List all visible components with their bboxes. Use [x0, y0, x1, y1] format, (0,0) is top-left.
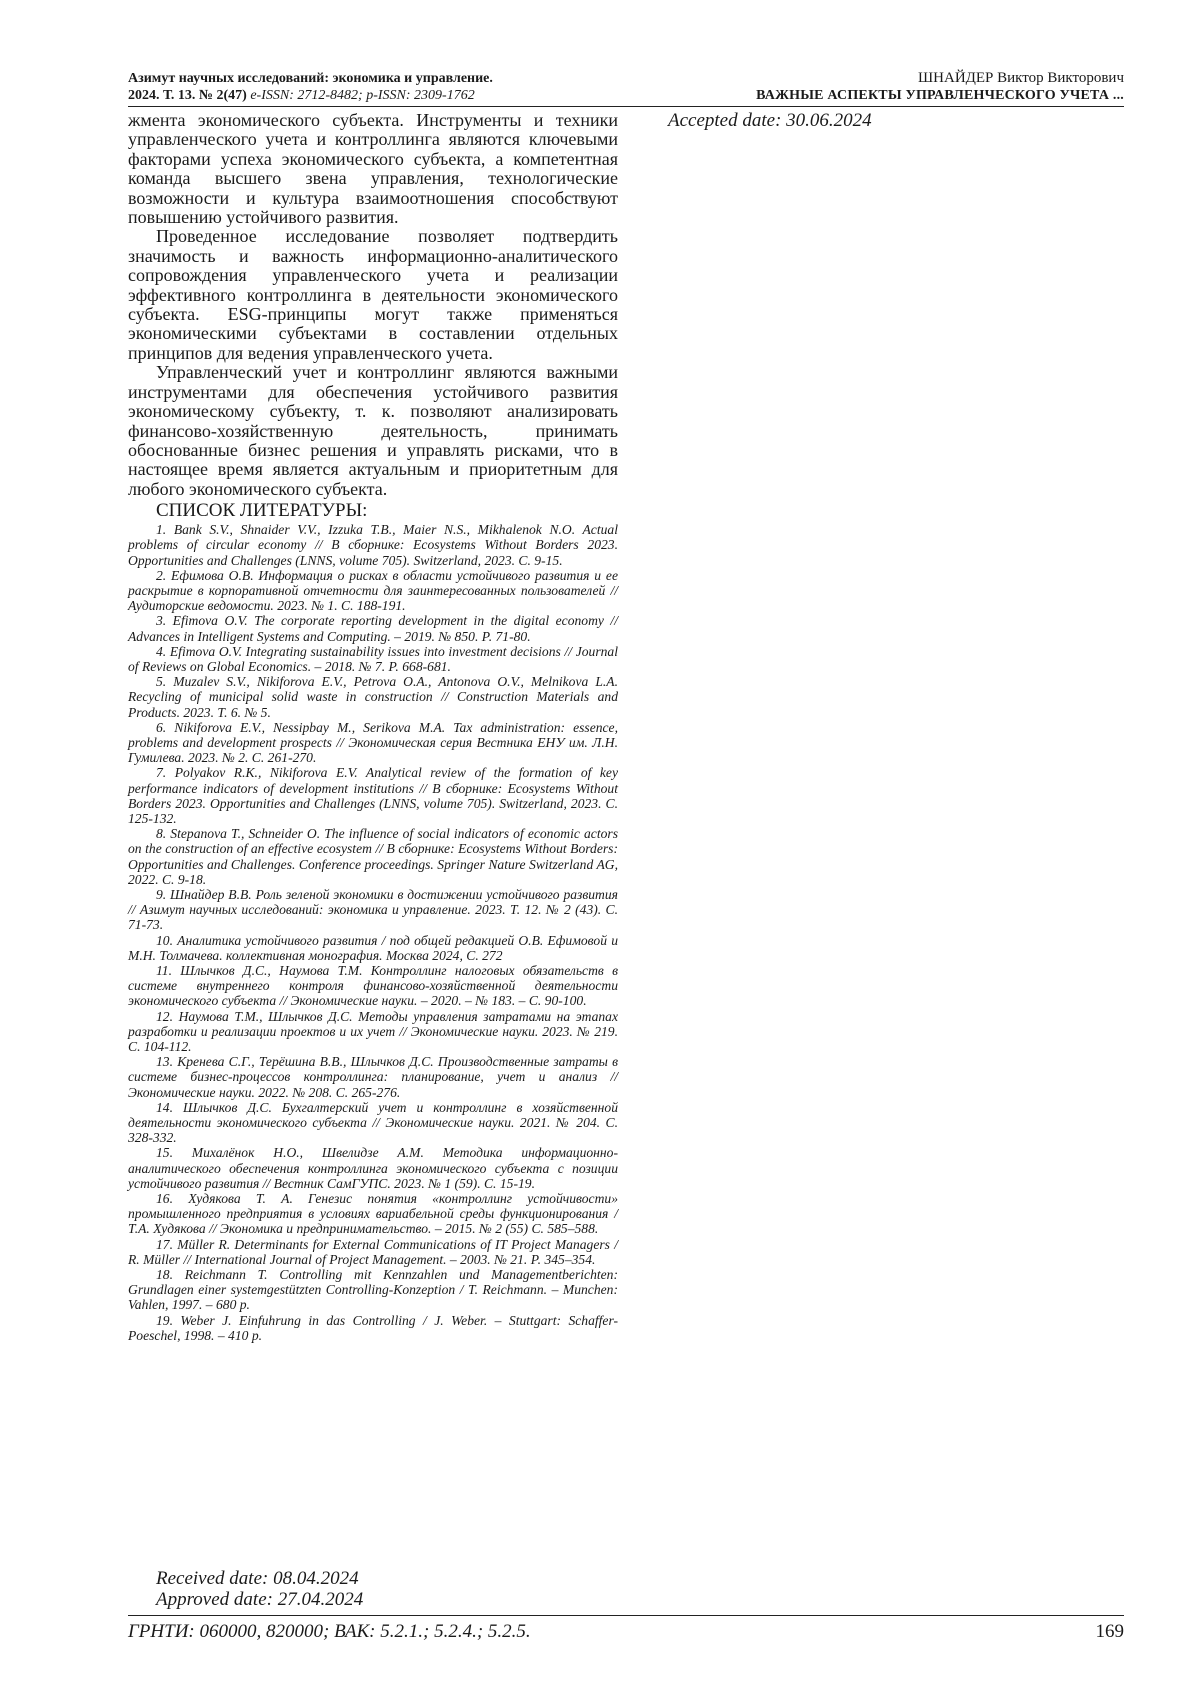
reference-item: 6. Nikiforova E.V., Nessipbay M., Serikova M.A. Tax administration: essence, problems and development prospects // Экономическая серия Вестника ЕНУ им. Л.Н. Гумилева. 2023. № 2. С. 261-270. [128, 719, 618, 766]
left-column [128, 111, 618, 1343]
article-title: ВАЖНЫЕ АСПЕКТЫ УПРАВЛЕНЧЕСКОГО УЧЕТА ... [756, 88, 1124, 103]
reference-item: 2. Ефимова О.В. Информация о рисках в области устойчивого развития и ее раскрытие в корпоративной отчетности для заинтересованных пользователей // Аудиторские ведомости. 2023. № 1. С. 188-191. [128, 567, 618, 614]
reference-item: 11. Шлычков Д.С., Наумова Т.М. Контроллинг налоговых обязательств в системе внутреннего контроля финансово-хозяйственной деятельности экономического субъекта // Экономические науки. – 2020. – № 183. – С. 90-100. [128, 963, 618, 1009]
reference-item: 15. Михалёнок Н.О., Швелидзе А.М. Методика информационно-аналитического обеспечения контроллинга экономического субъекта с позиции устойчивого развития // Вестник СамГУПС. 2023. № 1 (59). С. 15-19. [128, 1145, 618, 1191]
approved-date: Approved date: 27.04.2024 [156, 1589, 364, 1610]
reference-item: 13. Кренева С.Г., Терёшина В.В., Шлычков Д.С. Производственные затраты в системе бизнес-процессов контроллинга: планирование, учет и анализ // Экономические науки. 2022. № 208. С. 265-276. [128, 1054, 618, 1100]
body-paragraph-2: Проведенное исследование позволяет подтвердить значимость и важность информационно-аналитического сопровождения управленческого учета и реализации эффективного контроллинга в деятельности экономического субъекта. ESG-принципы могут также применяться экономическими субъектами в составлении отдельных принципов для ведения управленческого учета. [128, 226, 618, 363]
right-column [668, 111, 1128, 131]
journal-issn: e-ISSN: 2712-8482; p-ISSN: 2309-1762 [246, 88, 475, 103]
received-date: Received date: 08.04.2024 [156, 1568, 359, 1589]
author-name: ШНАЙДЕР Виктор Викторович [918, 70, 1124, 86]
reference-item: 3. Efimova O.V. The corporate reporting development in the digital economy // Advances in Intelligent Systems and Computing. – 2019. № 850. Р. 71-80. [128, 613, 618, 644]
reference-item: 18. Reichmann T. Controlling mit Kennzahlen und Managementberichten: Grundlagen einer systemgestützten Controlling-Konzeption / T. Reichmann. – Munchen: Vahlen, 1997. – 680 р. [128, 1267, 618, 1313]
body-paragraph-1: жмента экономического субъекта. Инструменты и техники управленческого учета и контроллинга являются ключевыми факторами успеха экономического субъекта, а компетентная команда высшего звена управления, технологические возможности и культура взаимоотношения способствуют повышению устойчивого развития. [128, 110, 618, 228]
reference-item: 9. Шнайдер В.В. Роль зеленой экономики в достижении устойчивого развития // Азимут научных исследований: экономика и управление. 2023. Т. 12. № 2 (43). С. 71-73. [128, 887, 618, 933]
reference-list [128, 522, 618, 1343]
classification-codes: ГРНТИ: 060000, 820000; ВАК: 5.2.1.; 5.2.4.; 5.2.5. [128, 1621, 531, 1642]
reference-item: 12. Наумова Т.М., Шлычков Д.С. Методы управления затратами на этапах разработки и реализации проектов и их учет // Экономические науки. 2023. № 219. С. 104-112. [128, 1008, 618, 1055]
article-header [564, 70, 1124, 104]
body-paragraph-3: Управленческий учет и контроллинг являются важными инструментами для обеспечения устойчивого развития экономическому субъекту, т. к. позволяют анализировать финансово-хозяйственную деятельность, принимать обоснованные бизнес решения и управлять рисками, что в настоящее время является актуальным и приоритетным для любого экономического субъекта. [128, 362, 618, 499]
journal-title: Азимут научных исследований: экономика и управление. [128, 71, 493, 86]
reference-item: 5. Muzalev S.V., Nikiforova E.V., Petrova O.A., Antonova O.V., Melnikova L.A. Recycling of municipal solid waste in construction // Construction Materials and Products. 2023. Т. 6. № 5. [128, 674, 618, 720]
reference-item: 4. Efimova O.V. Integrating sustainability issues into investment decisions // Journal of Reviews on Global Economics. – 2018. № 7. Р. 668-681. [128, 643, 618, 674]
reference-item: 16. Худякова Т. А. Генезис понятия «контроллинг устойчивости» промышленного предприятия в условиях вариабельной среды функционирования / Т.А. Худякова // Экономика и предпринимательство. – 2015. № 2 (55) С. 585–588. [128, 1191, 618, 1237]
footer-divider [128, 1615, 1124, 1616]
reference-item: 7. Polyakov R.K., Nikiforova E.V. Analytical review of the formation of key performance indicators of development institutions // В сборнике: Ecosystems Without Borders 2023. Opportunities and Challenges (LNNS, volume 705). Switzerland, 2023. С. 125-132. [128, 765, 618, 826]
reference-item: 14. Шлычков Д.С. Бухгалтерский учет и контроллинг в хозяйственной деятельности экономического субъекта // Экономические науки. 2021. № 204. С. 328-332. [128, 1099, 618, 1146]
reference-item: 1. Bank S.V., Shnaider V.V., Izzuka T.B., Maier N.S., Mikhalenok N.O. Actual problems of circular economy // В сборнике: Ecosystems Without Borders 2023. Opportunities and Challenges (LNNS, volume 705). Switzerland, 2023. С. 9-15. [128, 522, 618, 568]
reference-item: 17. Müller R. Determinants for External Communications of IT Project Managers / R. Müller // International Journal of Project Management. – 2003. № 21. Р. 345–354. [128, 1236, 618, 1267]
header-divider [128, 106, 1124, 107]
journal-issue: 2024. Т. 13. № 2(47) [128, 88, 247, 103]
reference-item: 8. Stepanova T., Schneider O. The influence of social indicators of economic actors on the construction of an effective ecosystem // В сборнике: Ecosystems Without Borders: Opportunities and Challenges. Conference proceedings. Springer Nature Switzerland AG, 2022. С. 9-18. [128, 826, 618, 887]
references-heading: СПИСОК ЛИТЕРАТУРЫ: [156, 500, 368, 522]
reference-item: 10. Аналитика устойчивого развития / под общей редакцией О.В. Ефимовой и М.Н. Толмачева. коллективная монография. Москва 2024, С. 272 [128, 932, 618, 963]
accepted-date: Accepted date: 30.06.2024 [668, 110, 872, 131]
page-number: 169 [1095, 1621, 1124, 1642]
reference-item: 19. Weber J. Einfuhrung in das Controlling / J. Weber. – Stuttgart: Schaffer-Poeschel, 1998. – 410 р. [128, 1312, 618, 1343]
submission-dates [156, 1568, 363, 1610]
